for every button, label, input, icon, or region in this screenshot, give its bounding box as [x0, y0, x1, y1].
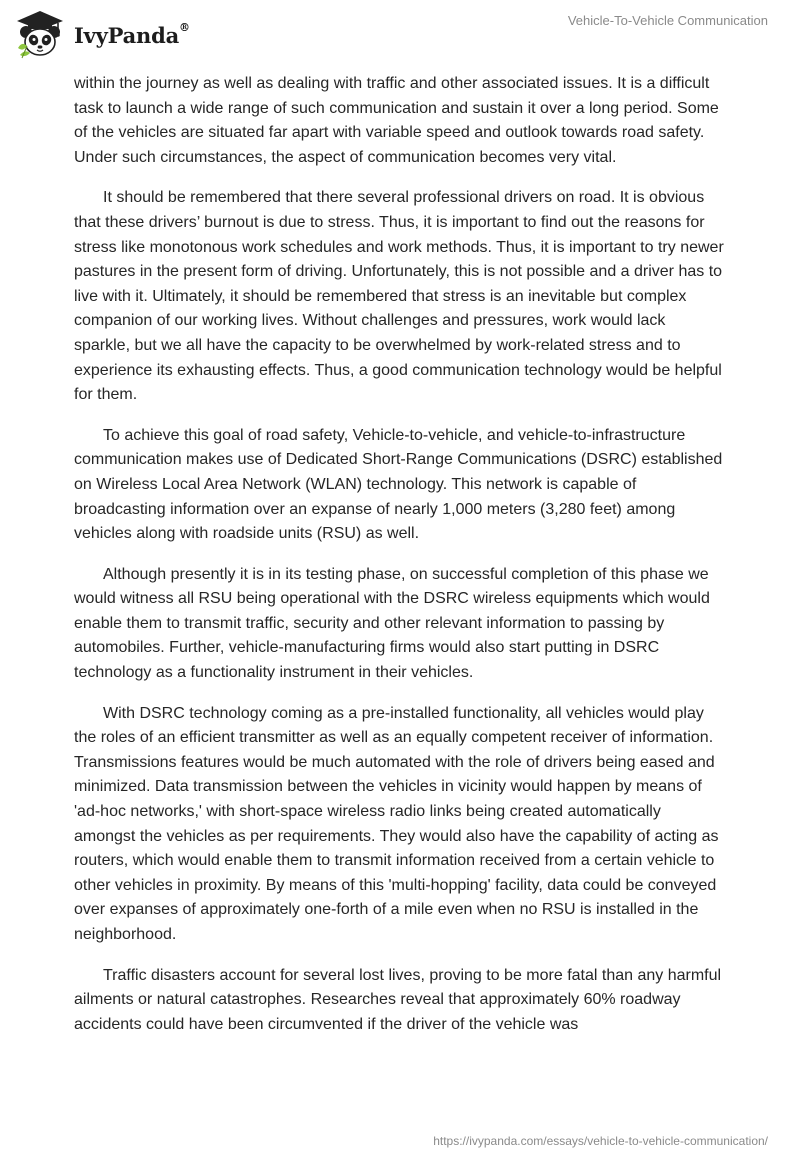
- paragraph: Although presently it is in its testing phase, on successful completion of this phase we would witness all RSU being operational with the DSRC wireless equipments which would enable them to transmit traffic, security and other relevant information to passing by automobiles. Further, vehicle-manufacturing firms would also start putting in DSRC technology as a functionality instrument in their vehicles.: [74, 565, 710, 682]
- panda-graduation-cap-icon: [14, 8, 66, 60]
- brand-name: IvyPanda®: [74, 20, 190, 48]
- page-header: [0, 0, 800, 70]
- essay-body: [74, 72, 724, 1053]
- source-url[interactable]: https://ivypanda.com/essays/vehicle-to-vehicle-communication/: [433, 1134, 768, 1148]
- paragraph-continued: within the journey as well as dealing with traffic and other associated issues. It is a difficult task to launch a wide range of such communication and sustain it over a long period. Some of the vehicles are situated far apart with variable speed and outlook towards road safety. Under such circumstances, the aspect of communication becomes very vital.: [74, 75, 719, 166]
- paragraph: With DSRC technology coming as a pre-installed functionality, all vehicles would play the roles of an efficient transmitter as well as an equally competent receiver of information. Transmissions features would be much automated with the role of drivers being eased and minimized. Data transmission between the vehicles in vicinity would happen by means of 'ad-hoc networks,' with short-space wireless radio links being created automatically amongst the vehicles as per requirements. They would also have the capability of acting as routers, which would enable them to transmit information received from a certain vehicle to other vehicles in proximity. By means of this 'multi-hopping' facility, data could be conveyed over expanses of approximately one-forth of a mile even when no RSU is installed in the neighborhood.: [74, 704, 719, 943]
- paragraph: Traffic disasters account for several lost lives, proving to be more fatal than any harmful ailments or natural catastrophes. Researches reveal that approximately 60% roadway accidents could have been circumvented if the driver of the vehicle was: [74, 966, 722, 1033]
- paragraph: It should be remembered that there several professional drivers on road. It is obvious that these drivers’ burnout is due to stress. Thus, it is important to find out the reasons for stress like monotonous work schedules and work methods. Thus, it is important to try newer pastures in the present form of driving. Unfortunately, this is not possible and a driver has to live with it. Ultimately, it should be remembered that stress is an inevitable but complex companion of our working lives. Without challenges and pressures, work would lack sparkle, but we all have the capacity to be overwhelmed by work-related stress and to experience its exhausting effects. Thus, a good communication technology would be helpful for them.: [74, 189, 724, 404]
- paragraph: To achieve this goal of road safety, Vehicle-to-vehicle, and vehicle-to-infrastructure communication makes use of Dedicated Short-Range Communications (DSRC) established on Wireless Local Area Network (WLAN) technology. This network is capable of broadcasting information over an expanse of nearly 1,000 meters (3,280 feet) among vehicles along with roadside units (RSU) as well.: [74, 426, 723, 543]
- brand-logo[interactable]: [14, 8, 190, 60]
- document-title: Vehicle-To-Vehicle Communication: [567, 13, 768, 28]
- registered-mark: ®: [179, 20, 190, 34]
